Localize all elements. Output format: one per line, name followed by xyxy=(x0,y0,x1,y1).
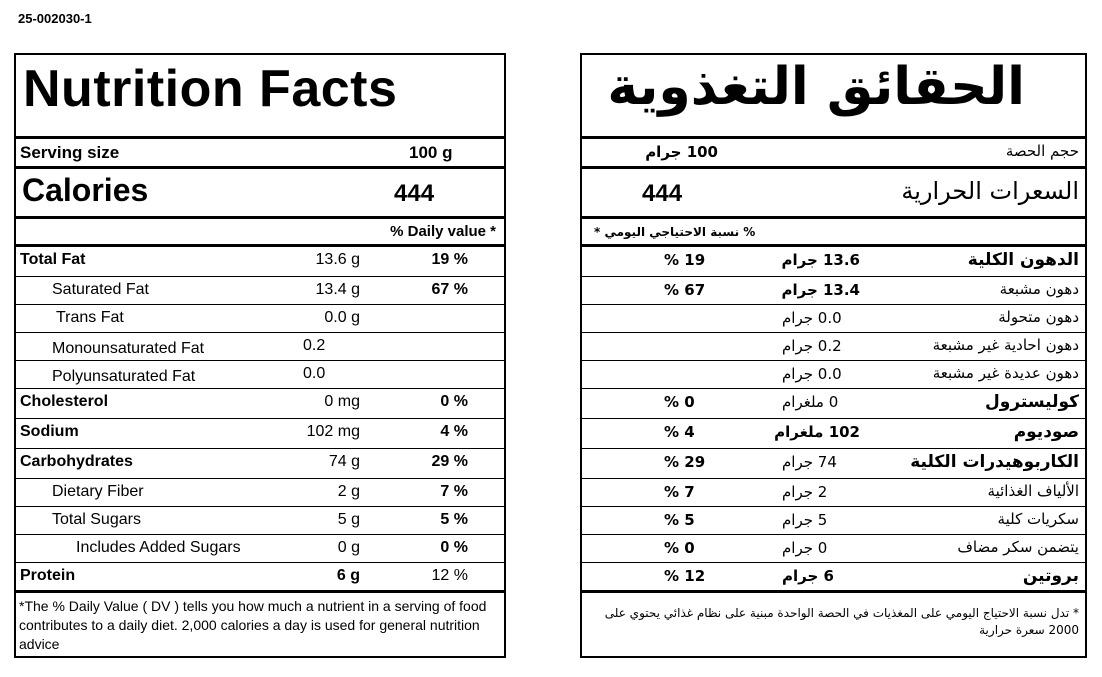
en-row-amount: 6 g xyxy=(336,567,360,584)
ar-row-amount: 0 ملغرام xyxy=(782,393,839,411)
ar-row-trans-fat xyxy=(582,305,1085,333)
en-row-label: Cholesterol xyxy=(20,393,109,410)
ar-row-amount: 0.0 جرام xyxy=(782,365,842,383)
ar-row-amount: 13.6 جرام xyxy=(781,251,860,269)
en-row-total-sugars xyxy=(16,507,504,535)
en-row-amount: 102 mg xyxy=(306,423,360,440)
ar-row-amount: 5 جرام xyxy=(782,511,828,529)
en-row-amount: 0 g xyxy=(337,539,360,556)
ar-row-label: الدهون الكلية xyxy=(967,250,1079,270)
en-row-trans-fat xyxy=(16,305,504,333)
en-row-dietary-fiber xyxy=(16,479,504,507)
ar-serving-value: 100 جرام xyxy=(645,143,718,161)
english-nutrition-panel xyxy=(14,53,506,658)
ar-row-total-fat xyxy=(582,247,1085,277)
product-code: 25-002030-1 xyxy=(18,11,92,26)
en-row-label: Polyunsaturated Fat xyxy=(52,368,196,385)
ar-row-label: بروتين xyxy=(1022,566,1079,586)
ar-row-polyunsaturated-fat xyxy=(582,361,1085,389)
en-row-polyunsaturated-fat xyxy=(16,361,504,389)
en-row-amount: 0 mg xyxy=(324,393,360,410)
ar-title-row xyxy=(582,55,1085,139)
ar-row-sodium xyxy=(582,419,1085,449)
en-serving-label: Serving size xyxy=(20,143,120,162)
en-row-label: Dietary Fiber xyxy=(52,483,144,500)
en-row-label: Includes Added Sugars xyxy=(76,539,241,556)
ar-calories-row xyxy=(582,169,1085,219)
ar-row-label: سكريات كلية xyxy=(997,510,1079,528)
en-calories-row xyxy=(16,169,504,219)
ar-row-amount: 102 ملغرام xyxy=(774,423,860,441)
ar-title: الحقائق التغذوية xyxy=(607,57,1025,117)
ar-row-label: يتضمن سكر مضاف xyxy=(957,538,1079,556)
ar-row-cholesterol xyxy=(582,389,1085,419)
en-row-saturated-fat xyxy=(16,277,504,305)
en-title-row xyxy=(16,55,504,139)
en-row-protein xyxy=(16,563,504,593)
ar-row-amount: 0.0 جرام xyxy=(782,309,842,327)
ar-row-added-sugars xyxy=(582,535,1085,563)
en-row-added-sugars xyxy=(16,535,504,563)
en-row-pct: 0 % xyxy=(440,539,468,556)
en-row-pct: 19 % xyxy=(431,251,468,268)
en-row-sodium xyxy=(16,419,504,449)
ar-row-protein xyxy=(582,563,1085,593)
en-footnote-row xyxy=(16,593,504,656)
ar-row-amount: 6 جرام xyxy=(782,567,834,585)
ar-row-label: دهون متحولة xyxy=(998,308,1079,326)
ar-row-pct: 0 % xyxy=(664,393,695,411)
ar-footnote-row xyxy=(582,593,1085,656)
ar-row-carbohydrates xyxy=(582,449,1085,479)
en-calories-value: 444 xyxy=(394,180,435,207)
en-row-amount: 13.4 g xyxy=(315,281,360,298)
ar-row-label: دهون مشبعة xyxy=(999,280,1079,298)
ar-row-amount: 0.2 جرام xyxy=(782,337,842,355)
en-row-amount: 74 g xyxy=(328,453,360,470)
ar-calories-value: 444 xyxy=(642,180,683,207)
en-row-amount: 0.0 xyxy=(303,365,326,382)
ar-row-pct: 4 % xyxy=(664,423,695,441)
ar-row-label: دهون عديدة غير مشبعة xyxy=(932,364,1079,382)
ar-serving-label: حجم الحصة xyxy=(1005,142,1079,160)
en-row-label: Sodium xyxy=(20,423,79,440)
ar-row-label: كوليسترول xyxy=(985,392,1079,412)
en-row-pct: 12 % xyxy=(431,567,468,584)
en-footnote: *The % Daily Value ( DV ) tells you how much a nutrient in a serving of food contributes to a daily diet. 2,000 calories a day is used for general nutrition advice xyxy=(19,598,487,652)
en-dv-header-row xyxy=(16,219,504,247)
en-row-label: Carbohydrates xyxy=(20,453,133,470)
ar-row-amount: 2 جرام xyxy=(782,483,828,501)
en-row-label: Trans Fat xyxy=(56,309,124,326)
ar-row-pct: 67 % xyxy=(664,281,706,299)
ar-dv-header-row xyxy=(582,219,1085,247)
en-row-pct: 29 % xyxy=(431,453,468,470)
en-row-pct: 7 % xyxy=(440,483,468,500)
ar-calories-label: السعرات الحرارية xyxy=(901,177,1079,205)
ar-dv-header: % نسبة الاحتياجي اليومي * xyxy=(594,225,756,239)
en-row-label: Total Sugars xyxy=(52,511,141,528)
ar-row-pct: 12 % xyxy=(664,567,706,585)
en-row-carbohydrates xyxy=(16,449,504,479)
ar-row-monounsaturated-fat xyxy=(582,333,1085,361)
en-serving-value: 100 g xyxy=(409,143,453,162)
en-row-pct: 5 % xyxy=(440,511,468,528)
en-title: Nutrition Facts xyxy=(23,60,398,118)
en-row-label: Protein xyxy=(20,567,76,584)
ar-footnote: * تدل نسبة الاحتياج اليومي على المغذيات في الحصة الواحدة مبنية على نظام غذائي يحتوي على 2000 سعرة حرارية xyxy=(604,606,1079,637)
en-row-pct: 0 % xyxy=(440,393,468,410)
ar-row-pct: 0 % xyxy=(664,539,695,557)
ar-row-dietary-fiber xyxy=(582,479,1085,507)
ar-row-label: صوديوم xyxy=(1013,422,1079,442)
ar-row-amount: 74 جرام xyxy=(782,453,837,471)
en-row-label: Total Fat xyxy=(20,251,86,268)
en-dv-header: % Daily value * xyxy=(390,223,496,240)
en-row-amount: 5 g xyxy=(337,511,360,528)
ar-row-pct: 7 % xyxy=(664,483,695,501)
ar-row-label: الكاربوهيدرات الكلية xyxy=(910,452,1079,472)
en-serving-row xyxy=(16,139,504,169)
en-row-total-fat xyxy=(16,247,504,277)
ar-row-pct: 5 % xyxy=(664,511,695,529)
ar-row-total-sugars xyxy=(582,507,1085,535)
en-row-amount: 0.0 g xyxy=(324,309,360,326)
ar-row-pct: 19 % xyxy=(664,251,706,269)
ar-serving-row xyxy=(582,139,1085,169)
ar-row-label: دهون احادية غير مشبعة xyxy=(932,336,1079,354)
en-row-monounsaturated-fat xyxy=(16,333,504,361)
en-row-label: Saturated Fat xyxy=(52,281,149,298)
arabic-nutrition-panel xyxy=(580,53,1087,658)
en-row-label: Monounsaturated Fat xyxy=(52,340,205,357)
en-calories-label: Calories xyxy=(22,172,149,208)
en-row-amount: 2 g xyxy=(337,483,360,500)
en-row-pct: 4 % xyxy=(440,423,468,440)
ar-row-amount: 0 جرام xyxy=(782,539,828,557)
ar-row-label: الألياف الغذائية xyxy=(987,482,1079,500)
ar-row-amount: 13.4 جرام xyxy=(781,281,860,299)
ar-row-saturated-fat xyxy=(582,277,1085,305)
en-row-amount: 0.2 xyxy=(303,337,326,354)
en-row-amount: 13.6 g xyxy=(315,251,360,268)
ar-row-pct: 29 % xyxy=(664,453,706,471)
en-row-cholesterol xyxy=(16,389,504,419)
en-row-pct: 67 % xyxy=(431,281,468,298)
